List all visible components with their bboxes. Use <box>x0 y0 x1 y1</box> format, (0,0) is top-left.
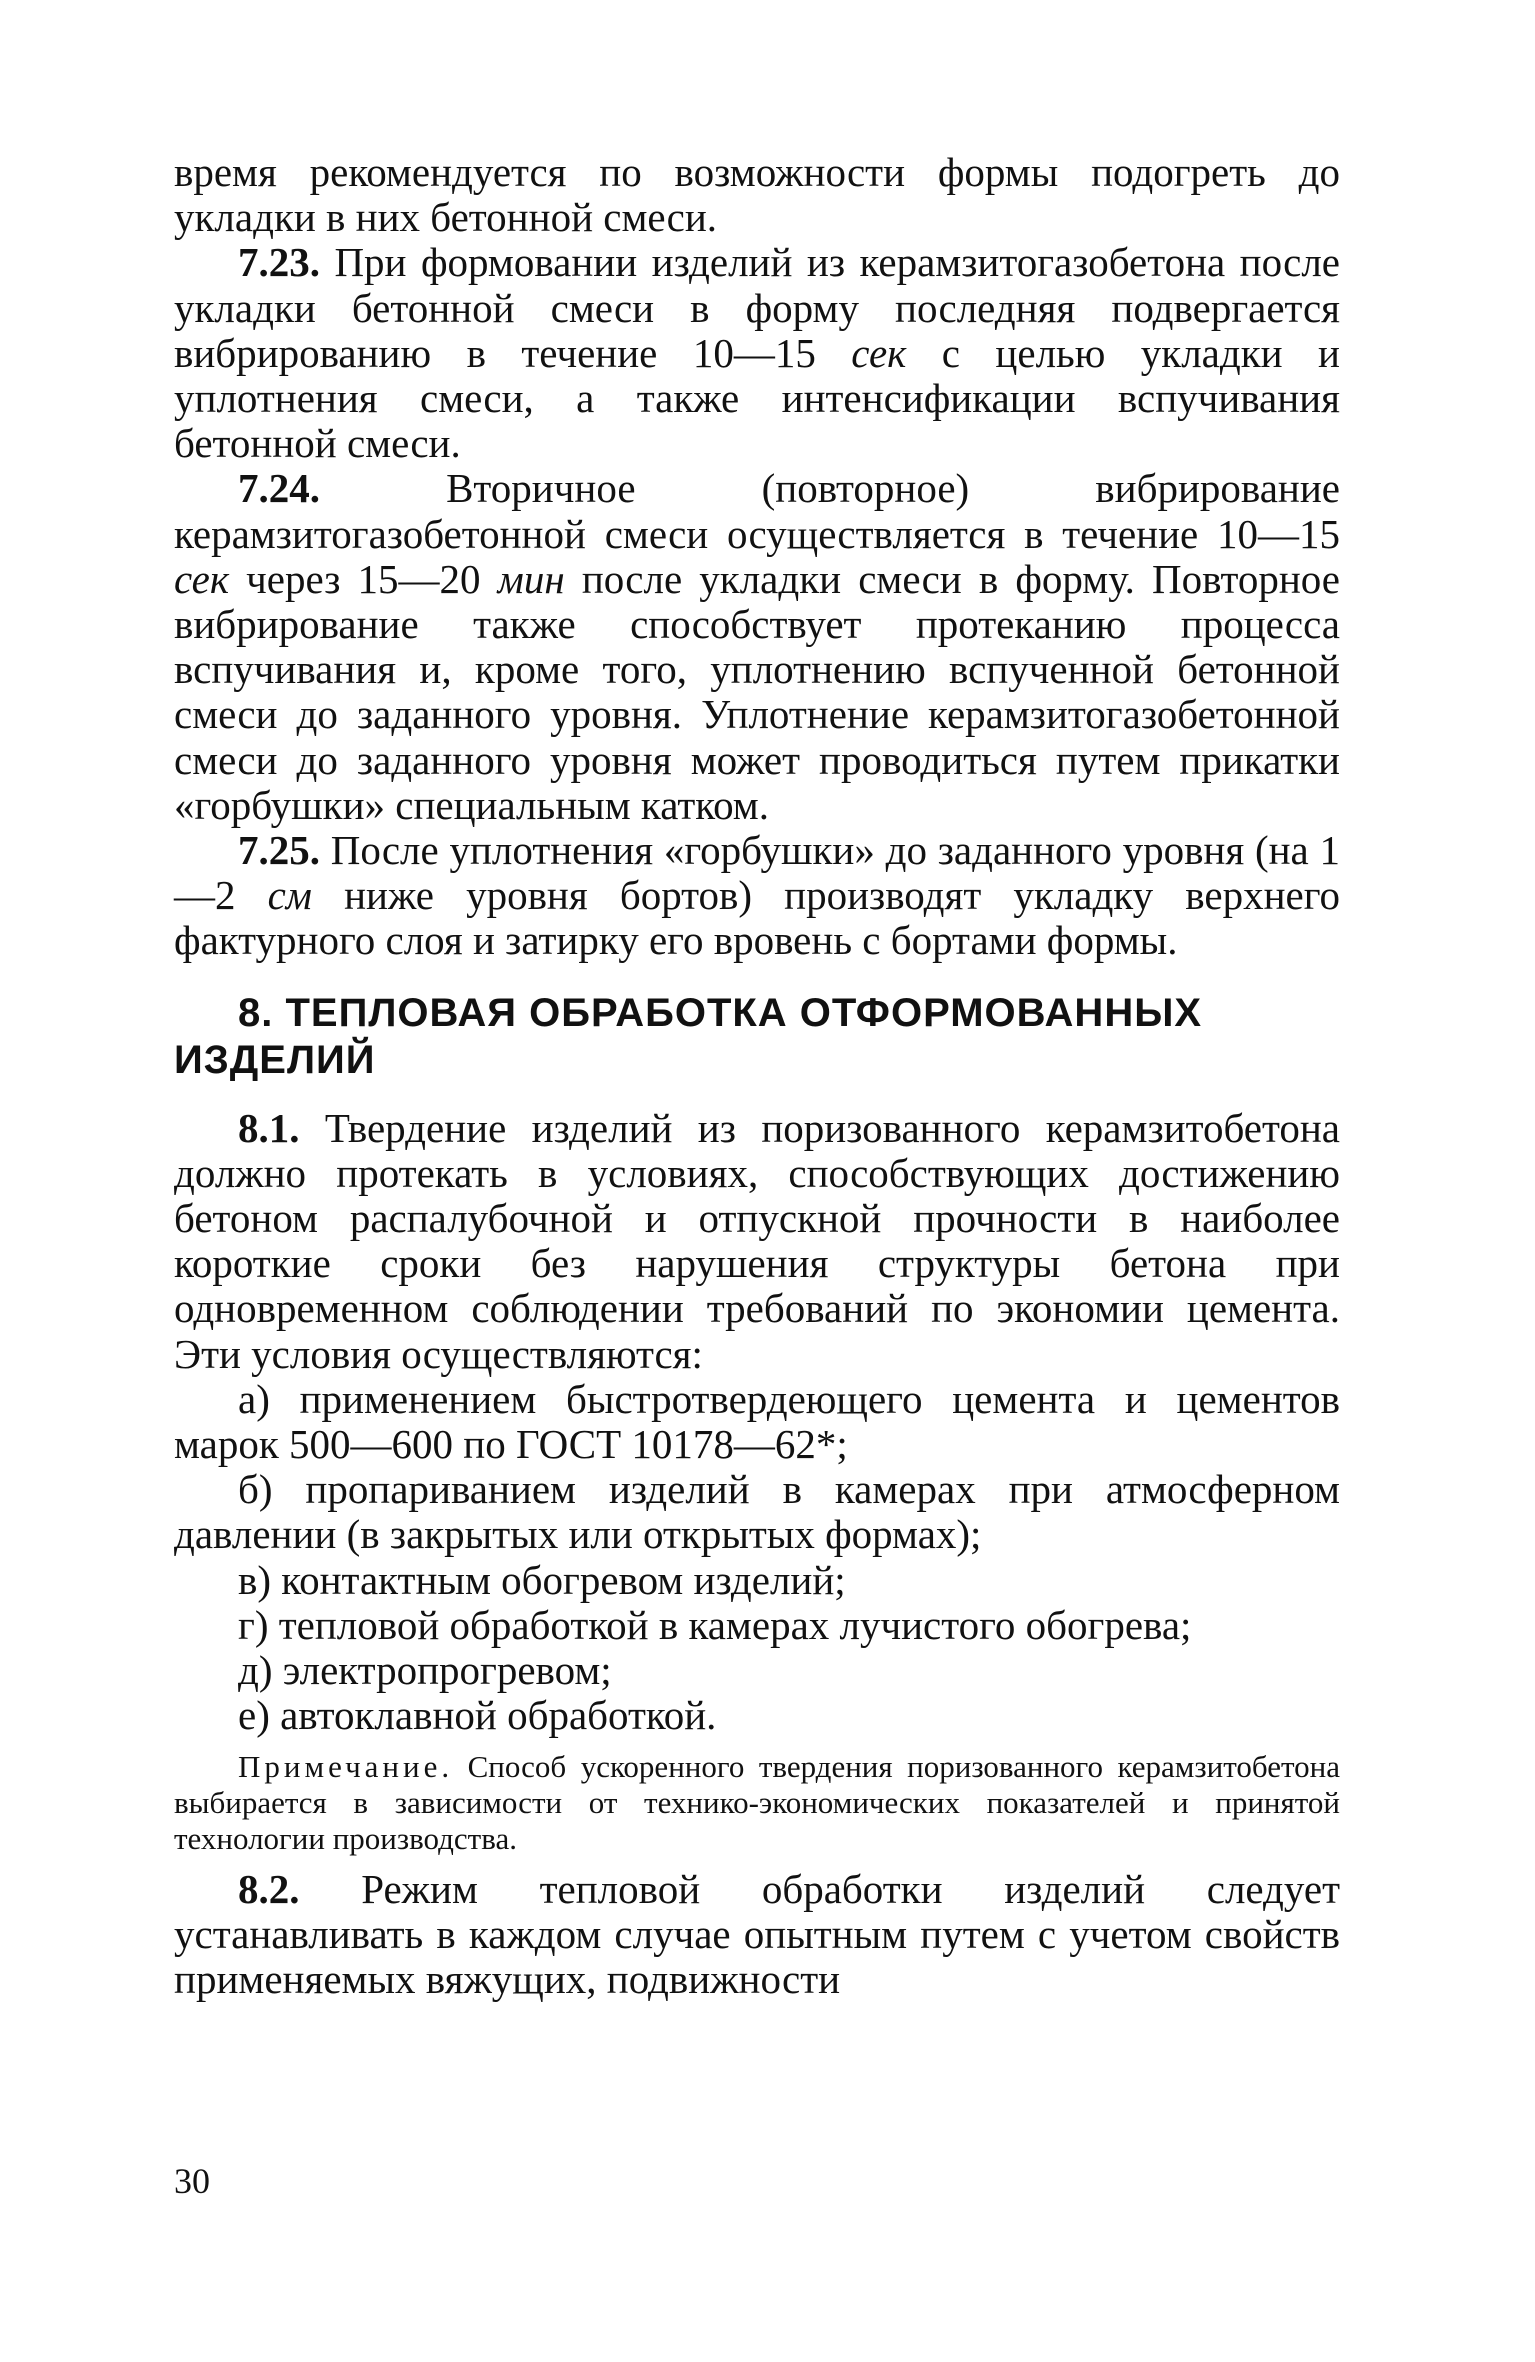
list-item: е) автоклавной обработкой. <box>238 1692 717 1739</box>
unit-text: сек <box>851 329 907 376</box>
list-item: д) электропрогревом; <box>238 1647 612 1694</box>
clause-number: 7.24. <box>238 465 320 512</box>
paragraph-8-2 <box>174 1867 1340 2003</box>
page-body <box>174 150 1340 2002</box>
unit-text: сек <box>174 555 230 602</box>
paragraph-text: после укладки смеси в форму. Повторное вибрирование также способствует протеканию процесса вспучивания и, кроме того, уплотнению вспученной бетонной смеси до заданного уровня. Уплотнение керамзитогазобетонной смеси до заданного уровня может проводиться путем прикатки «горбушки» специальным катком. <box>174 555 1340 828</box>
section-title: 8. ТЕПЛОВАЯ ОБРАБОТКА ОТФОРМОВАННЫХ ИЗДЕЛИЙ <box>174 990 1203 1082</box>
paragraph-text: Вторичное (повторное) вибрирование керамзитогазобетонной смеси осуществляется в течение 10—15 <box>174 465 1340 557</box>
paragraph-7-24 <box>174 466 1340 828</box>
paragraph-text: Твердение изделий из поризованного керамзитобетона должно протекать в условиях, способствующих достижению бетоном распалубочной и отпускной прочности в наиболее короткие сроки без нарушения структуры бетона при одновременном соблюдении требований по экономии цемента. Эти условия осуществляются: <box>174 1104 1340 1377</box>
paragraph-7-25 <box>174 828 1340 964</box>
list-item: а) применением быстротвердеющего цемента и цементов марок 500—600 по ГОСТ 10178—62*; <box>174 1375 1340 1468</box>
list-item: б) пропариванием изделий в камерах при атмосферном давлении (в закрытых или открытых формах); <box>174 1466 1340 1558</box>
paragraph-text: После уплотнения «горбушки» до заданного уровня (на 1—2 <box>174 827 1340 919</box>
note-text: Способ ускоренного твердения поризованного керамзитобетона выбирается в зависимости от технико-экономических показателей и принятой технологии производства. <box>174 1748 1340 1856</box>
paragraph-8-1 <box>174 1106 1340 1377</box>
clause-number: 8.2. <box>238 1865 300 1912</box>
clause-number: 7.25. <box>238 827 320 874</box>
paragraph-7-23 <box>174 240 1340 466</box>
clause-number: 8.1. <box>238 1104 300 1151</box>
paragraph-continuation: время рекомендуется по возможности формы подогреть до укладки в них бетонной смеси. <box>174 149 1340 241</box>
paragraph-text: При формовании изделий из керамзитогазобетона после укладки бетонной смеси в форму последняя подвергается вибрированию в течение 10—15 <box>174 239 1340 376</box>
paragraph-text: через 15—20 <box>229 555 498 602</box>
note-label: Примечание. <box>238 1748 454 1784</box>
clause-number: 7.23. <box>238 239 320 286</box>
paragraph-text: ниже уровня бортов) производят укладку верхнего фактурного слоя и затирку его вровень с бортами формы. <box>174 872 1341 964</box>
unit-text: мин <box>497 555 565 602</box>
paragraph-text: с целью укладки и уплотнения смеси, а также интенсификации вспучивания бетонной смеси. <box>174 329 1340 467</box>
page-number: 30 <box>174 2161 210 2201</box>
unit-text: см <box>267 872 312 919</box>
note <box>174 1749 1340 1857</box>
list-item: в) контактным обогревом изделий; <box>238 1556 846 1603</box>
paragraph-text: Режим тепловой обработки изделий следует устанавливать в каждом случае опытным путем с учетом свойств применяемых вяжущих, подвижности <box>174 1865 1340 2002</box>
list-item: г) тепловой обработкой в камерах лучистого обогрева; <box>238 1601 1192 1648</box>
